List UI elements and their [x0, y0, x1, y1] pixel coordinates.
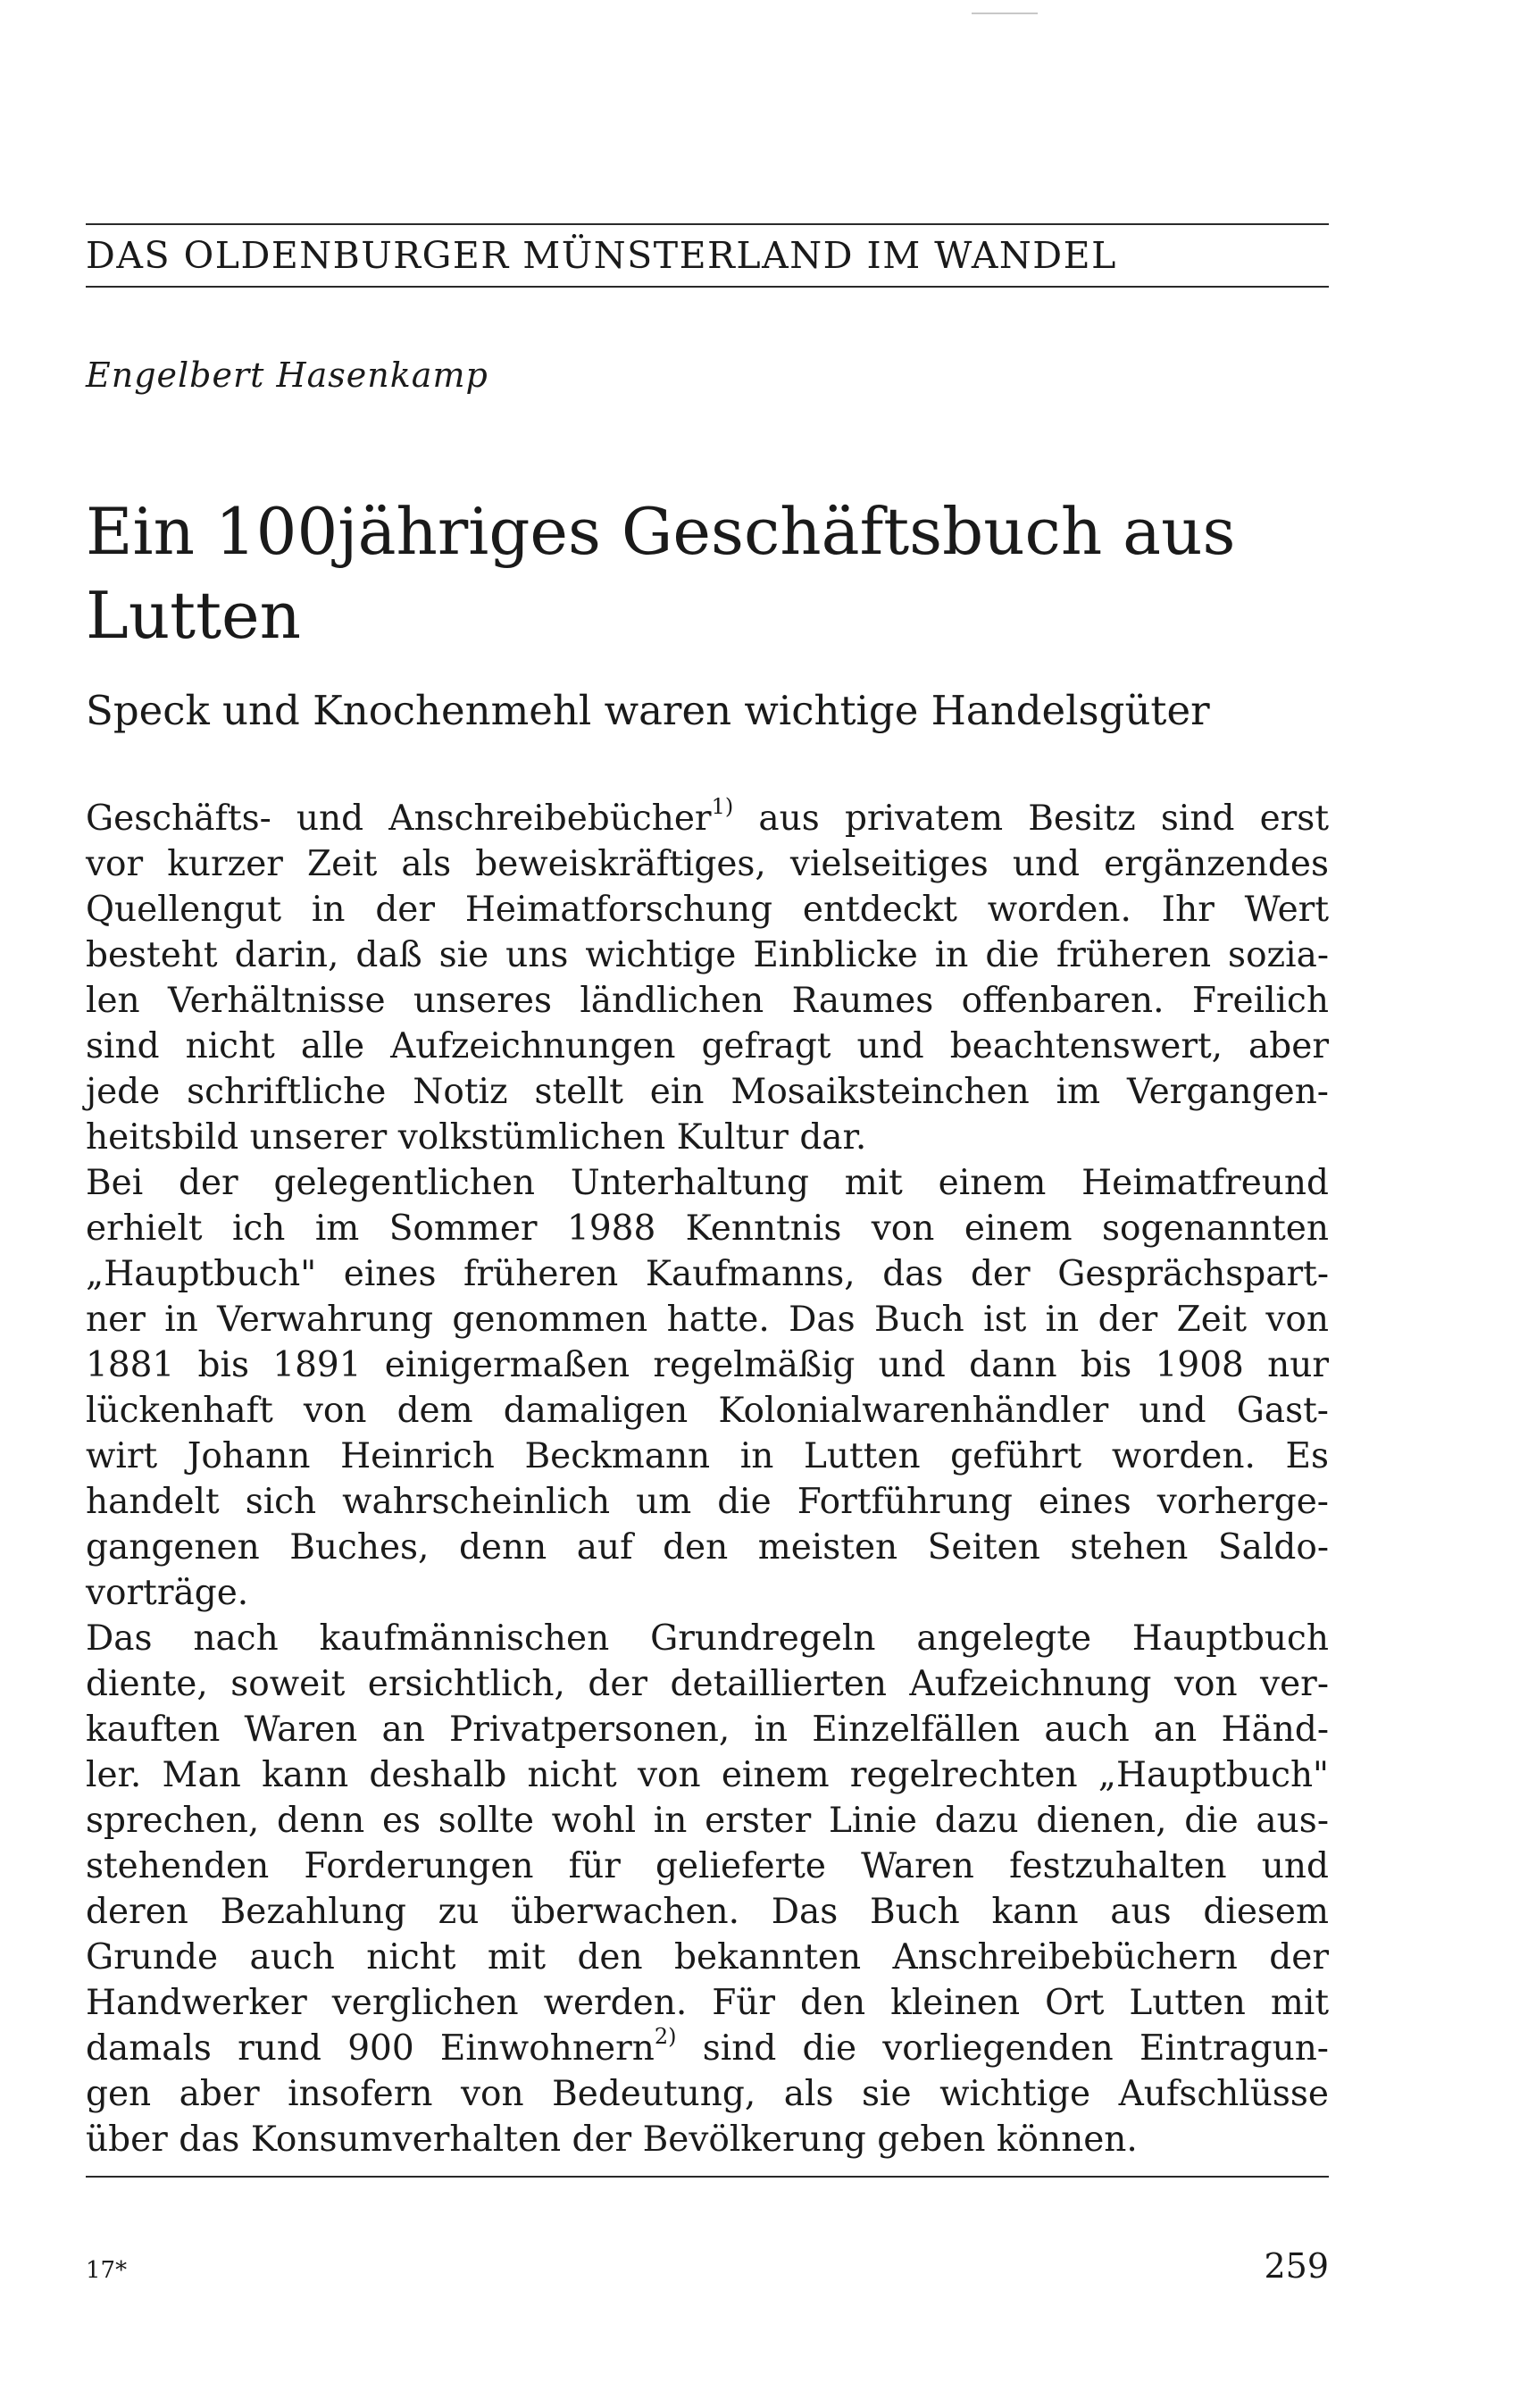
footnote-marker[interactable]: 2): [654, 2024, 677, 2049]
body-line-text: erhielt ich im Sommer 1988 Kenntnis von einem sogenannten: [86, 1208, 1329, 1249]
body-line-text: heitsbild unserer volkstümlichen Kultur dar.: [86, 1117, 867, 1158]
body-line: [86, 1707, 1329, 1752]
body-line-text: sind die vorliegenden Eintragun-: [676, 2028, 1329, 2069]
body-line: [86, 1069, 1329, 1115]
body-line-text: lückenhaft von dem damaligen Kolonialwarenhändler und Gast-: [86, 1391, 1329, 1431]
section-header: DAS OLDENBURGER MÜNSTERLAND IM WANDEL: [86, 234, 1117, 277]
body-line: [86, 1798, 1329, 1844]
body-line: [86, 978, 1329, 1024]
body-line-text: Grunde auch nicht mit den bekannten Anschreibebüchern der: [86, 1937, 1329, 1977]
body-line: [86, 1980, 1329, 2026]
body-line: [86, 1160, 1329, 1206]
body-line-text: Geschäfts- und Anschreibebücher: [86, 798, 712, 839]
body-line: [86, 1297, 1329, 1342]
article-subtitle: Speck und Knochenmehl waren wichtige Handelsgüter: [86, 687, 1210, 734]
footer-rule: [86, 2176, 1329, 2178]
body-line: [86, 1206, 1329, 1251]
body-line: [86, 2117, 1329, 2162]
body-line-text: jede schriftliche Notiz stellt ein Mosaiksteinchen im Vergangen-: [86, 1072, 1329, 1112]
body-line: [86, 1251, 1329, 1297]
body-line-text: vor kurzer Zeit als beweiskräftiges, vielseitiges und ergänzendes: [86, 844, 1329, 884]
body-line-text: sprechen, denn es sollte wohl in erster Linie dazu dienen, die aus-: [86, 1801, 1329, 1841]
header-rule-top: [86, 223, 1329, 225]
body-line-text: 1881 bis 1891 einigermaßen regelmäßig und dann bis 1908 nur: [86, 1345, 1329, 1385]
body-line-text: sind nicht alle Aufzeichnungen gefragt und beachtenswert, aber: [86, 1026, 1329, 1066]
article-title: Ein 100jähriges Geschäftsbuch aus Lutten: [86, 494, 1236, 653]
body-line-text: diente, soweit ersichtlich, der detaillierten Aufzeichnung von ver-: [86, 1664, 1329, 1704]
body-line-text: Bei der gelegentlichen Unterhaltung mit einem Heimatfreund: [86, 1163, 1329, 1203]
header-rule-bottom: [86, 286, 1329, 288]
body-line-text: besteht darin, daß sie uns wichtige Einblicke in die früheren sozia-: [86, 935, 1329, 975]
body-line-text: deren Bezahlung zu überwachen. Das Buch kann aus diesem: [86, 1892, 1329, 1932]
body-line: [86, 1570, 1329, 1616]
body-line-text: kauften Waren an Privatpersonen, in Einzelfällen auch an Händ-: [86, 1710, 1329, 1750]
body-line-text: stehenden Forderungen für gelieferte Waren festzuhalten und: [86, 1846, 1329, 1886]
body-line-text: vorträge.: [86, 1573, 249, 1613]
body-line-text: Das nach kaufmännischen Grundregeln angelegte Hauptbuch: [86, 1618, 1329, 1659]
body-line: [86, 2071, 1329, 2117]
body-line: [86, 1616, 1329, 1661]
body-line-text: „Hauptbuch" eines früheren Kaufmanns, das der Gesprächspart-: [86, 1254, 1329, 1294]
body-line-text: über das Konsumverhalten der Bevölkerung geben können.: [86, 2120, 1138, 2160]
body-line: [86, 887, 1329, 932]
body-line: [86, 1342, 1329, 1388]
body-line: [86, 1889, 1329, 1935]
scan-mark: [972, 13, 1038, 14]
body-line-text: Quellengut in der Heimatforschung entdeckt worden. Ihr Wert: [86, 890, 1329, 930]
footnote-marker[interactable]: 1): [711, 794, 734, 819]
body-line: [86, 1434, 1329, 1479]
body-line: [86, 1935, 1329, 1980]
body-line-text: gangenen Buches, denn auf den meisten Seiten stehen Saldo-: [86, 1527, 1329, 1568]
body-line: [86, 1115, 1329, 1160]
signature-mark: 17*: [86, 2257, 128, 2284]
body-line: [86, 1024, 1329, 1069]
body-line-text: Handwerker verglichen werden. Für den kleinen Ort Lutten mit: [86, 1983, 1329, 2023]
body-line: [86, 796, 1329, 841]
body-line-text: ler. Man kann deshalb nicht von einem regelrechten „Hauptbuch": [86, 1755, 1329, 1795]
body-line: [86, 841, 1329, 887]
body-line-text: handelt sich wahrscheinlich um die Fortführung eines vorherge-: [86, 1482, 1329, 1522]
body-line-text: wirt Johann Heinrich Beckmann in Lutten geführt worden. Es: [86, 1436, 1329, 1476]
body-line: [86, 1388, 1329, 1434]
body-text: [86, 796, 1329, 2162]
body-line: [86, 2026, 1329, 2071]
body-line-text: aus privatem Besitz sind erst: [733, 798, 1329, 839]
body-line: [86, 1844, 1329, 1889]
body-line-text: damals rund 900 Einwohnern: [86, 2028, 655, 2069]
body-line: [86, 1525, 1329, 1570]
page-number: 259: [1264, 2246, 1329, 2286]
body-line-text: ner in Verwahrung genommen hatte. Das Buch ist in der Zeit von: [86, 1300, 1329, 1340]
body-line-text: len Verhältnisse unseres ländlichen Raumes offenbaren. Freilich: [86, 981, 1329, 1021]
body-line: [86, 1479, 1329, 1525]
body-line: [86, 1752, 1329, 1798]
body-line: [86, 1661, 1329, 1707]
body-line: [86, 932, 1329, 978]
author-name: Engelbert Hasenkamp: [86, 355, 488, 395]
body-line-text: gen aber insofern von Bedeutung, als sie wichtige Aufschlüsse: [86, 2074, 1329, 2114]
